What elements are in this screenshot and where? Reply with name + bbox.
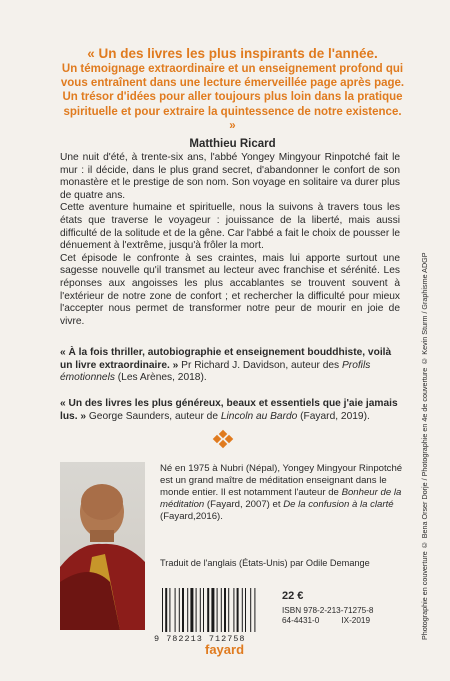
code-left: 64-4431-0 [282,616,320,625]
barcode-number: 9 782213 712758 [154,634,246,644]
synopsis-paragraph-2: Cette aventure humaine et spirituelle, nous la suivons à travers tous les états que traverse le voyageur : jouissance de la liberté, mais aussi difficulté de la solitude et de la gêne. Car l'abbé a fait le choix de pousser le dénuement à l'extrême, jusqu'à frôler la mort. [60,202,400,252]
barcode-bar [245,588,246,632]
barcode-bar [175,588,176,632]
barcode-bar [228,588,229,632]
barcode-bar [165,588,167,632]
publisher-logo: fayard [205,642,245,657]
barcode-bar [162,588,163,632]
author-photo [60,462,145,630]
barcode-bar [179,588,180,632]
bio-text: (Fayard, 2007) et [204,499,284,510]
barcode-bar [207,588,209,632]
barcode-bar [187,588,188,632]
review-ref: (Fayard, 2019). [297,410,370,422]
barcode-bar [217,588,218,632]
quote-lead: « Un des livres les plus inspirants de l'année. [87,46,378,61]
barcode-bar [200,588,201,632]
image-credits: Photographie en couverture © Bena Orser Dorje / Photographie en 4e de couverture © Kevin Sturm / Graphisme ADGP [420,252,429,640]
review-saunders [60,398,400,423]
quote-body: Un témoignage extraordinaire et un enseignement profond qui vous entraînent dans une lecture émerveillée page après page. Un trésor d'idées pour aller toujours plus loin dans la pratique spirituelle et pour extraire la quintessence de notre existence. » [60,63,405,132]
bio-text: Né en 1975 à Nubri (Népal), Yongey Mingyour Rinpotché est un grand maître de méditation enseignant dans le monde entier. Il est notamment l'auteur de [160,463,403,498]
featured-quote [60,46,405,151]
barcode-bar [237,588,239,632]
bio-book-2: De la confusion à la clarté [283,499,394,510]
barcode-bar [242,588,243,632]
review-text: « À la fois thriller, autobiographie et enseignement bouddhiste, voilà un livre extraordinaire. » [60,347,392,371]
review-author: Pr Richard J. Davidson, auteur des [178,359,342,371]
review-text: « Un des livres les plus généreux, beaux et essentiels que j'aie jamais lus. » [60,398,398,422]
price: 22 € [282,590,304,602]
review-davidson [60,347,400,385]
barcode-bar [221,588,222,632]
barcode-bar [250,588,251,632]
barcode-bar [254,588,255,632]
barcode-bar [224,588,226,632]
quote-author: Matthieu Ricard [189,138,276,151]
isbn: ISBN 978-2-213-71275-8 [282,606,374,615]
barcode-bar [203,588,204,632]
author-bio [160,463,405,523]
barcode [160,588,270,634]
translator-credit: Traduit de l'anglais (États-Unis) par Odile Demange [160,558,370,568]
barcode-bar [169,588,170,632]
synopsis-paragraph-3: Cet épisode le confronte à ses craintes, mais lui apporte surtout une sagesse nouvelle qu'il transmet au lecteur avec franchise et sérénité. Les réponses aux angoisses les plus accablantes se trouvent souvent à l'extérieur de notre zone de confort ; et rechercher la difficulté pour mieux l'accepter nous permet de transformer notre peur de mourir en joie de vivre. [60,252,400,327]
review-book: Profils émotionnels [60,359,371,384]
barcode-bar [211,588,214,632]
barcode-bar [190,588,193,632]
barcode-bar [182,588,184,632]
review-book: Lincoln au Bardo [220,410,298,422]
review-ref: (Les Arènes, 2018). [114,372,207,384]
bio-text: (Fayard,2016). [160,511,223,522]
barcode-bar [196,588,197,632]
barcode-bar [233,588,234,632]
diamond-ornament-icon [208,429,238,449]
review-author: George Saunders, auteur de [86,410,221,422]
synopsis [60,152,400,328]
code-right: IX-2019 [341,616,371,625]
bio-book-1: Bonheur de la méditation [160,487,402,510]
synopsis-paragraph-1: Une nuit d'été, à trente-six ans, l'abbé Yongey Mingyour Rinpotché fait le mur : il décide, dans le plus grand secret, d'abandonner le confort de son monastère et le prestige de son nom. Son voyage en solitaire va durer plus de quatre ans. [60,152,400,201]
print-codes [282,616,402,625]
